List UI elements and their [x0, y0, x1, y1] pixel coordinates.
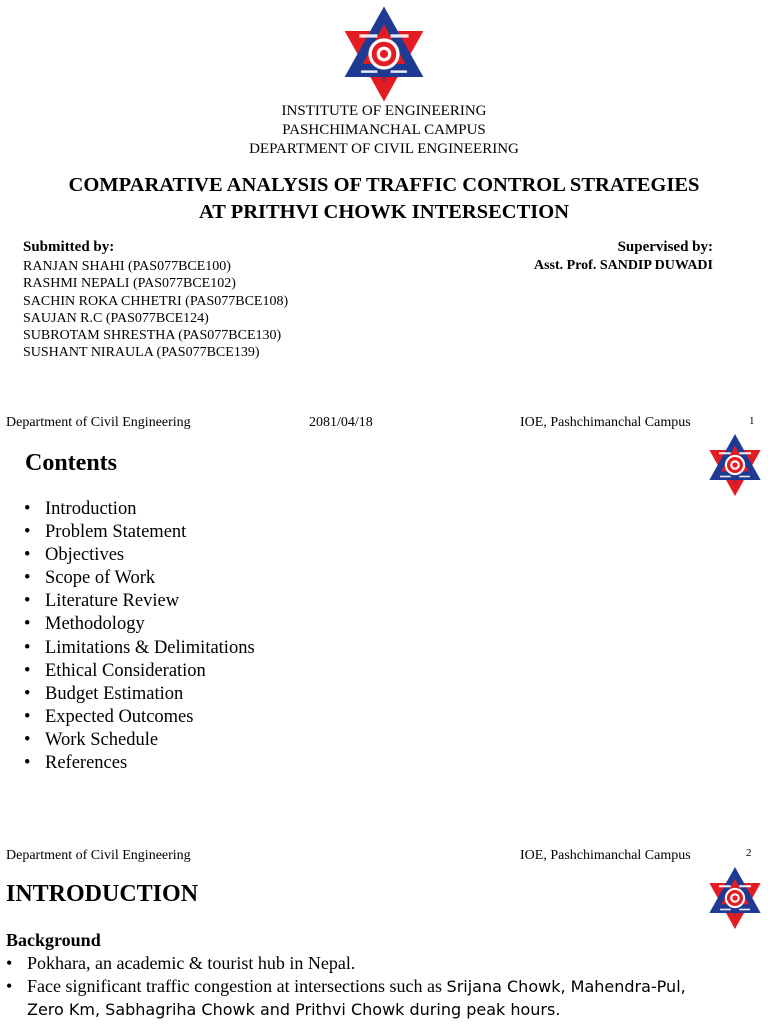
- contents-item-label: Limitations & Delimitations: [45, 637, 255, 658]
- contents-item: [24, 613, 255, 636]
- contents-item: [24, 637, 255, 660]
- member-item: SUBROTAM SHRESTHA (PAS077BCE130): [23, 328, 282, 344]
- footer-date: 2081/04/18: [309, 415, 373, 430]
- footer-campus: IOE, Pashchimanchal Campus: [520, 848, 691, 863]
- ioe-logo-icon: [343, 6, 425, 102]
- contents-item-label: Problem Statement: [45, 522, 187, 543]
- contents-item-label: Objectives: [45, 545, 125, 566]
- contents-item-label: Introduction: [45, 499, 137, 519]
- background-item: [6, 952, 706, 975]
- bullet-icon: •: [24, 499, 31, 519]
- bullet-icon: •: [24, 729, 31, 750]
- bullet-icon: •: [24, 683, 31, 704]
- campus-name: PASHCHIMANCHAL CAMPUS: [282, 122, 486, 138]
- page-number: 1: [749, 415, 755, 427]
- background-item-text-locations: Srijana Chowk, Mahendra-Pul, Zero Km, Sabhagriha Chowk and Prithvi Chowk during peak hours.: [27, 976, 686, 1019]
- member-item: SACHIN ROKA CHHETRI (PAS077BCE108): [23, 293, 289, 309]
- member-item: RANJAN SHAHI (PAS077BCE100): [23, 259, 231, 274]
- footer-department: Department of Civil Engineering: [6, 415, 191, 430]
- background-subheading: Background: [6, 930, 101, 950]
- institute-name: INSTITUTE OF ENGINEERING: [281, 103, 487, 119]
- bullet-icon: •: [24, 753, 31, 774]
- introduction-heading: INTRODUCTION: [6, 881, 199, 907]
- contents-item: [24, 729, 255, 752]
- contents-item: [24, 544, 255, 567]
- institution-header: [0, 102, 768, 159]
- background-item-text: Pokhara, an academic & tourist hub in Nepal.: [27, 953, 356, 973]
- bullet-icon: •: [24, 591, 31, 612]
- bullet-icon: •: [24, 706, 31, 727]
- member-item: RASHMI NEPALI (PAS077BCE102): [23, 276, 236, 292]
- footer-department: Department of Civil Engineering: [6, 848, 191, 863]
- bullet-icon: •: [24, 545, 31, 566]
- submitted-by-label: Submitted by:: [23, 239, 115, 255]
- supervised-by-label: Supervised by:: [617, 239, 713, 255]
- ioe-logo-icon: [708, 867, 762, 929]
- page-number: 2: [746, 847, 752, 859]
- contents-item-label: Literature Review: [45, 591, 180, 612]
- contents-item: [24, 706, 255, 729]
- bullet-icon: •: [24, 637, 31, 658]
- contents-list: [24, 498, 255, 775]
- contents-item: [24, 498, 255, 521]
- bullet-icon: •: [24, 660, 31, 681]
- member-item: SAUJAN R.C (PAS077BCE124): [23, 310, 209, 326]
- contents-item-label: Methodology: [45, 614, 145, 635]
- contents-item-label: Budget Estimation: [45, 683, 184, 704]
- contents-item: [24, 521, 255, 544]
- bullet-icon: •: [24, 522, 31, 543]
- background-item-text: Face significant traffic congestion at intersections such as: [27, 975, 447, 996]
- contents-item-label: Scope of Work: [45, 568, 156, 589]
- member-item: SUSHANT NIRAULA (PAS077BCE139): [23, 345, 260, 361]
- bullet-icon: •: [24, 614, 31, 635]
- contents-item: [24, 660, 255, 683]
- background-list: [6, 952, 706, 1022]
- contents-item: [24, 567, 255, 590]
- contents-heading: Contents: [25, 450, 118, 476]
- member-list: [23, 258, 288, 362]
- contents-item: [24, 752, 255, 775]
- bullet-icon: •: [6, 953, 13, 973]
- project-title: [0, 172, 768, 226]
- contents-item: [24, 683, 255, 706]
- contents-item-label: Ethical Consideration: [45, 660, 206, 681]
- contents-item-label: Expected Outcomes: [45, 706, 194, 727]
- footer-campus: IOE, Pashchimanchal Campus: [520, 415, 691, 430]
- project-title-line-1: COMPARATIVE ANALYSIS OF TRAFFIC CONTROL STRATEGIES: [68, 174, 700, 196]
- supervisor-name: Asst. Prof. SANDIP DUWADI: [533, 258, 713, 273]
- bullet-icon: •: [6, 975, 13, 996]
- contents-item-label: Work Schedule: [45, 729, 159, 750]
- department-name: DEPARTMENT OF CIVIL ENGINEERING: [249, 141, 519, 157]
- contents-item-label: References: [45, 753, 128, 774]
- background-item: [6, 975, 706, 1022]
- ioe-logo-icon: [708, 434, 762, 496]
- project-title-line-2: AT PRITHVI CHOWK INTERSECTION: [198, 201, 570, 223]
- bullet-icon: •: [24, 568, 31, 589]
- contents-item: [24, 590, 255, 613]
